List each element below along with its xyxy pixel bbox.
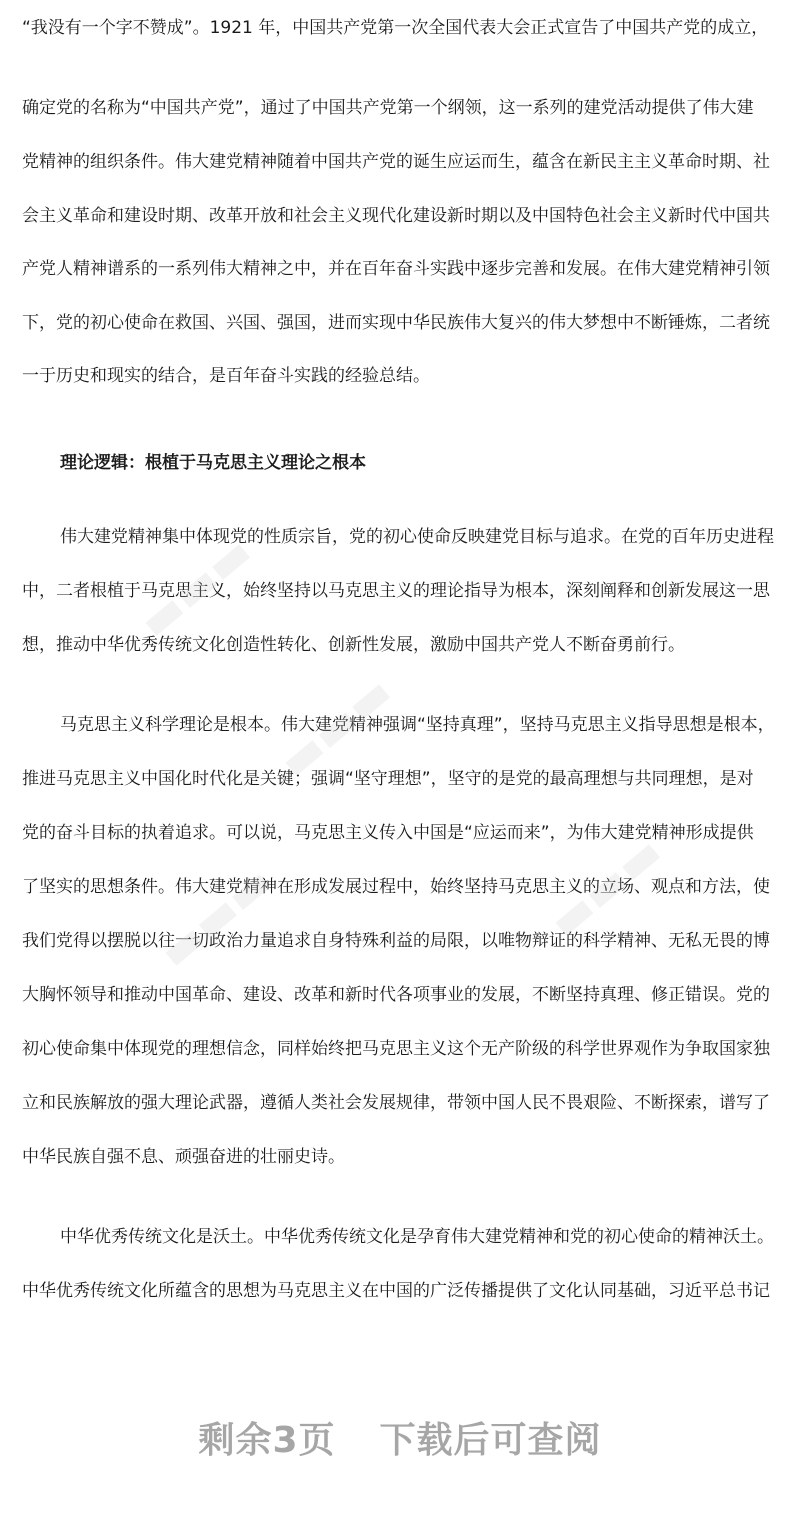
text-line: 确定党的名称为“中国共产党”，通过了中国共产党第一个纲领，这一系列的建党活动提供了伟大建 [22,98,754,118]
text-line: 初心使命集中体现党的理想信念，同样始终把马克思主义这个无产阶级的科学世界观作为争取国家独 [22,1039,770,1059]
watermark-stamp: ▬▬▬ [147,854,283,980]
text-line: 中，二者根植于马克思主义，始终坚持以马克思主义的理论指导为根本，深刻阐释和创新发展这一思 [22,581,770,601]
text-line: 下，党的初心使命在救国、兴国、强国，进而实现中华民族伟大复兴的伟大梦想中不断锤炼，二者统 [22,313,770,333]
text-line: 党的奋斗目标的执着追求。可以说，马克思主义传入中国是“应运而来”，为伟大建党精神形成提供 [22,823,754,843]
watermark-stamp: ▬▬▬ [267,664,403,790]
text-line: “我没有一个字不赞成”。1921 年，中国共产党第一次全国代表大会正式宣告了中国共产党的成立， [22,18,769,38]
text-line: 党精神的组织条件。伟大建党精神随着中国共产党的诞生应运而生，蕴含在新民主主义革命时期、社 [22,152,770,172]
remaining-pages-label: 剩余3页 [198,1420,336,1461]
text-line: 大胸怀领导和推动中国革命、建设、改革和新时代各项事业的发展，不断坚持真理、修正错误。党的 [22,985,770,1005]
text-line: 中华优秀传统文化所蕴含的思想为马克思主义在中国的广泛传播提供了文化认同基础，习近平总书记 [22,1281,770,1301]
text-line: 产党人精神谱系的一系列伟大精神之中，并在百年奋斗实践中逐步完善和发展。在伟大建党精神引领 [22,259,770,279]
section-heading: 理论逻辑：根植于马克思主义理论之根本 [60,453,366,473]
text-line: 伟大建党精神集中体现党的性质宗旨，党的初心使命反映建党目标与追求。在党的百年历史进程 [60,527,774,547]
text-line: 马克思主义科学理论是根本。伟大建党精神强调“坚持真理”，坚持马克思主义指导思想是根本， [60,715,775,735]
text-line: 推进马克思主义中国化时代化是关键；强调“坚守理想”，坚守的是党的最高理想与共同理想，是对 [22,769,754,789]
text-line: 中华民族自强不息、顽强奋进的壮丽史诗。 [22,1147,345,1167]
download-to-view-label: 下载后可查阅 [379,1420,602,1461]
text-line: 了坚实的思想条件。伟大建党精神在形成发展过程中，始终坚持马克思主义的立场、观点和方法，使 [22,877,770,897]
text-line: 中华优秀传统文化是沃土。中华优秀传统文化是孕育伟大建党精神和党的初心使命的精神沃土。 [60,1227,774,1247]
download-prompt-banner[interactable] [0,1412,800,1463]
watermark-stamp: ▬▬▬ [127,524,263,650]
text-line: 一于历史和现实的结合，是百年奋斗实践的经验总结。 [22,366,430,386]
text-line: 我们党得以摆脱以往一切政治力量追求自身特殊利益的局限，以唯物辩证的科学精神、无私无畏的博 [22,931,770,951]
text-line: 会主义革命和建设时期、改革开放和社会主义现代化建设新时期以及中国特色社会主义新时代中国共 [22,206,770,226]
text-line: 立和民族解放的强大理论武器，遵循人类社会发展规律，带领中国人民不畏艰险、不断探索，谱写了 [22,1093,770,1113]
text-line: 想，推动中华优秀传统文化创造性转化、创新性发展，激励中国共产党人不断奋勇前行。 [22,635,685,655]
watermark-stamp: ▬▬▬ [537,824,673,950]
